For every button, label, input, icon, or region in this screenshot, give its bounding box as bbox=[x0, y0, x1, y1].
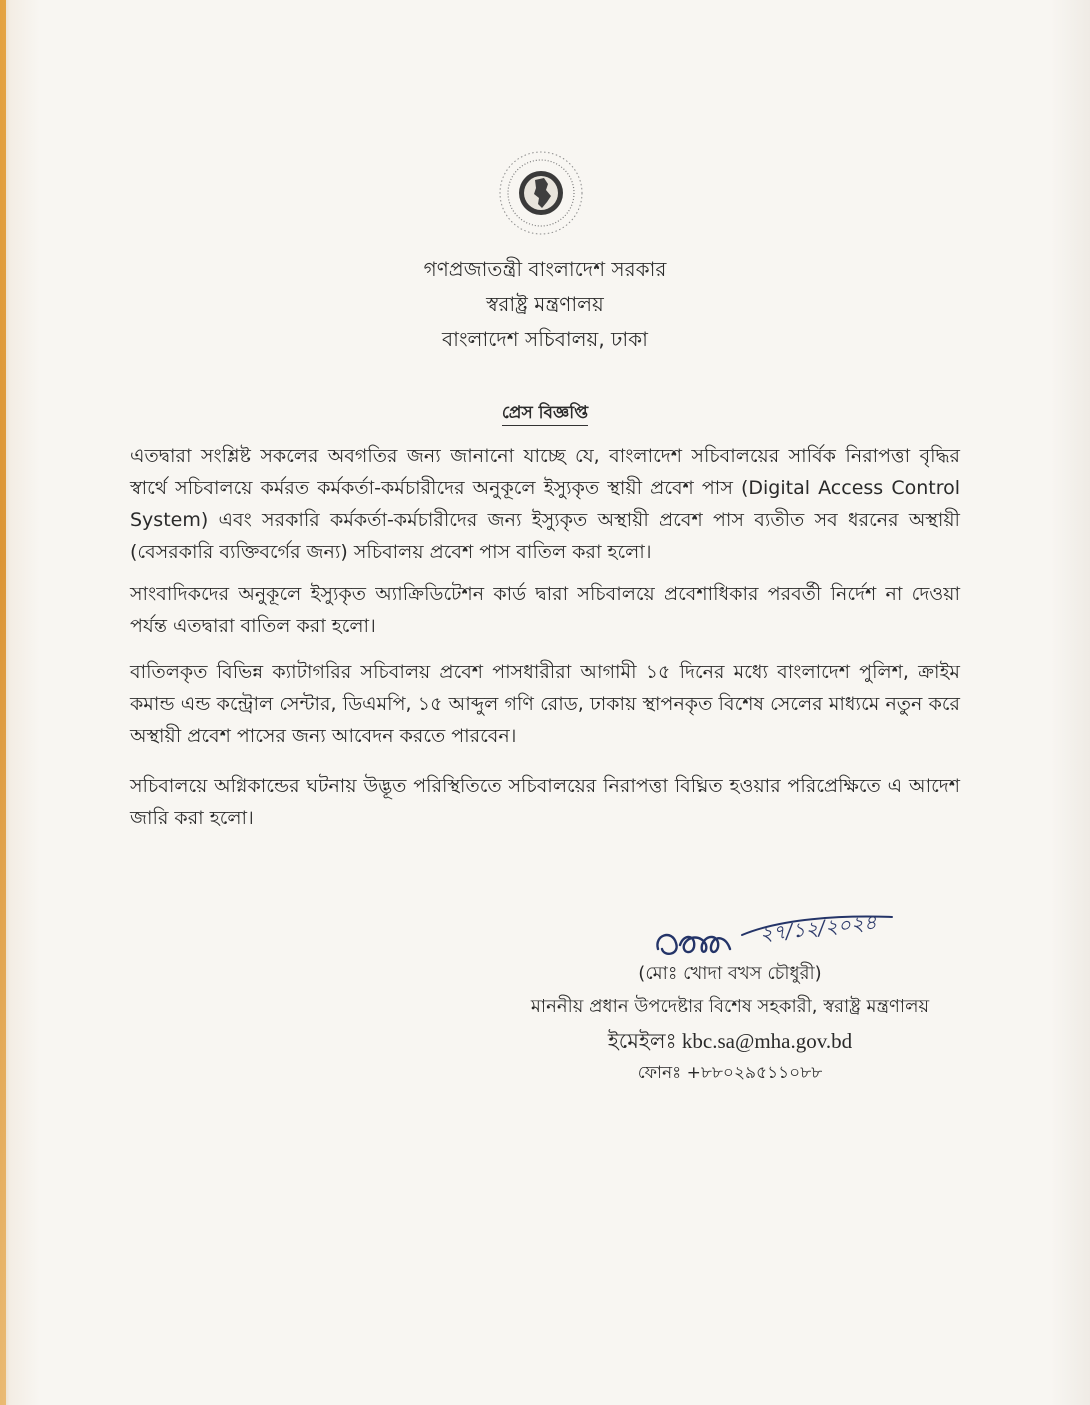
page-edge-stain bbox=[0, 0, 6, 1405]
signer-phone: ফোনঃ +৮৮০২৯৫১১০৮৮ bbox=[637, 1063, 823, 1083]
government-name: গণপ্রজাতন্ত্রী বাংলাদেশ সরকার bbox=[423, 257, 667, 281]
ministry-name: স্বরাষ্ট্র মন্ত্রণালয় bbox=[486, 292, 604, 316]
signer-name: (মোঃ খোদা বখস চৌধুরী) bbox=[638, 963, 822, 984]
signature-date: ২৭/১২/২০২৪ bbox=[758, 909, 878, 946]
press-release-title bbox=[0, 400, 1090, 428]
office-address: বাংলাদেশ সচিবালয়, ঢাকা bbox=[442, 327, 648, 351]
letterhead bbox=[0, 252, 1090, 357]
signer-block bbox=[470, 958, 990, 1088]
paragraph-4: সচিবালয়ে অগ্নিকান্ডের ঘটনায় উদ্ভূত পরিস্থিতিতে সচিবালয়ের নিরাপত্তা বিঘ্নিত হওয়ার পরিপ্রেক্ষিতে এ আদেশ জারি করা হলো। bbox=[130, 775, 960, 829]
paragraph-1: এতদ্বারা সংশ্লিষ্ট সকলের অবগতির জন্য জানানো যাচ্ছে যে, বাংলাদেশ সচিবালয়ের সার্বিক নিরাপত্তা বৃদ্ধির স্বার্থে সচিবালয়ে কর্মরত কর্মকর্তা-কর্মচারীদের অনুকূলে ইস্যুকৃত স্থায়ী প্রবেশ পাস (Digital Access Control System) এবং সরকারি কর্মকর্তা-কর্মচারীদের জন্য ইস্যুকৃত অস্থায়ী প্রবেশ পাস ব্যতীত সব ধরনের অস্থায়ী (বেসরকারি ব্যক্তিবর্গের জন্য) সচিবালয় প্রবেশ পাস বাতিল করা হলো। bbox=[130, 445, 960, 563]
paragraph-2: সাংবাদিকদের অনুকূলে ইস্যুকৃত অ্যাক্রিডিটেশন কার্ড দ্বারা সচিবালয়ে প্রবেশাধিকার পরবর্তী নির্দেশ না দেওয়া পর্যন্ত এতদ্বারা বাতিল করা হলো। bbox=[130, 583, 960, 637]
government-seal-icon bbox=[498, 150, 584, 236]
press-release-title-text: প্রেস বিজ্ঞপ্তি bbox=[502, 403, 588, 426]
signer-email: ইমেইলঃ kbc.sa@mha.gov.bd bbox=[607, 1029, 853, 1053]
signer-designation: মাননীয় প্রধান উপদেষ্টার বিশেষ সহকারী, স্বরাষ্ট্র মন্ত্রণালয় bbox=[530, 996, 930, 1017]
paragraph-3: বাতিলকৃত বিভিন্ন ক্যাটাগরির সচিবালয় প্রবেশ পাসধারীরা আগামী ১৫ দিনের মধ্যে বাংলাদেশ পুলিশ, ক্রাইম কমান্ড এন্ড কন্ট্রোল সেন্টার, ডিএমপি, ১৫ আব্দুল গণি রোড, ঢাকায় স্থাপনকৃত বিশেষ সেলের মাধ্যমে নতুন করে অস্থায়ী প্রবেশ পাসের জন্য আবেদন করতে পারবেন। bbox=[130, 661, 960, 747]
